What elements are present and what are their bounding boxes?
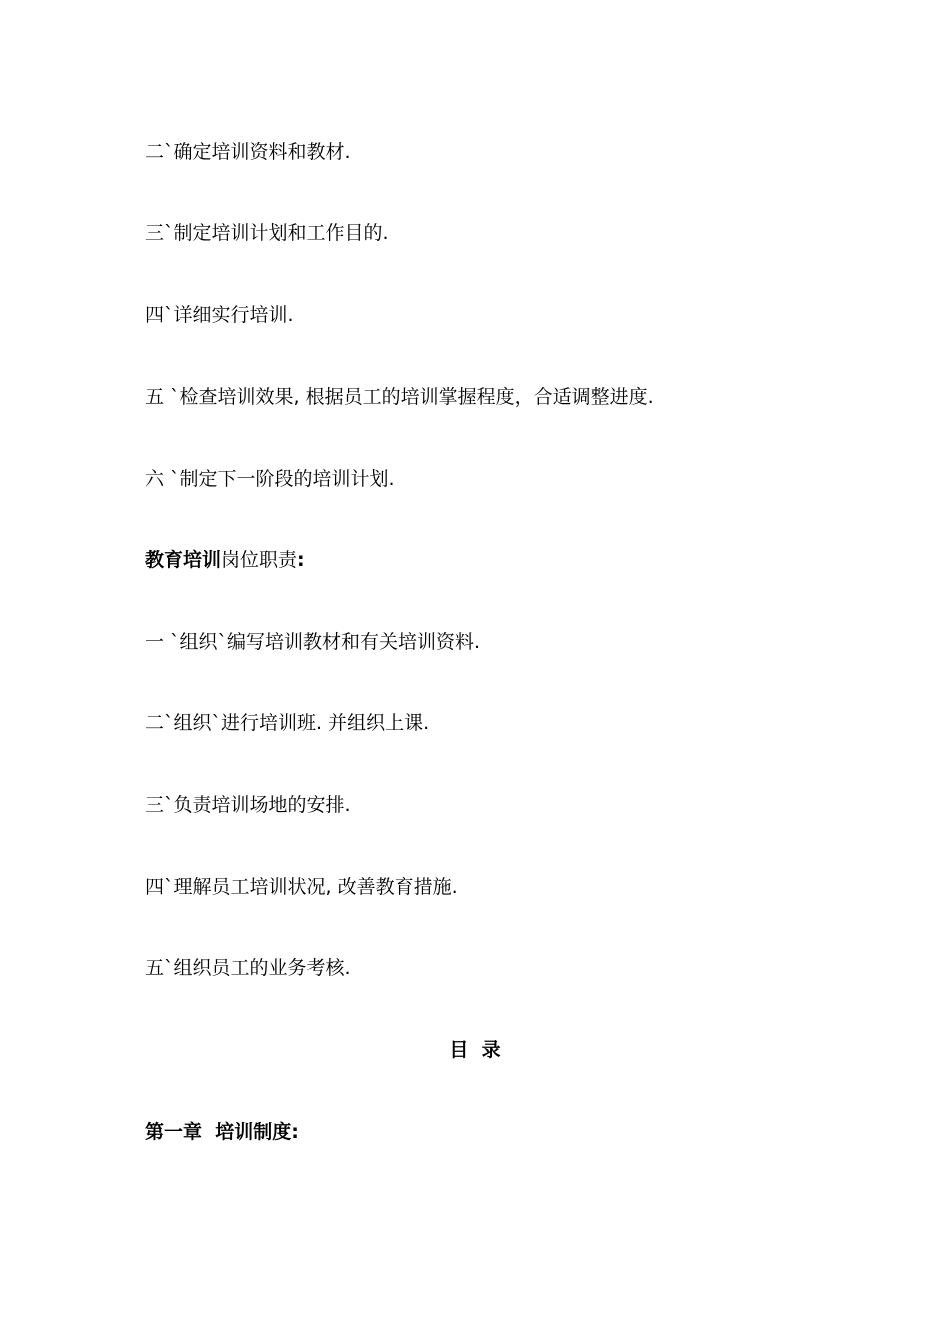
duties-heading-normal: 岗位职责 <box>221 549 298 571</box>
step-6: 六 `制定下一阶段的培训计划. <box>145 468 395 490</box>
duties-heading <box>145 548 305 572</box>
duty-3: 三`负责培训场地的安排. <box>145 794 351 816</box>
duty-5: 五`组织员工的业务考核. <box>145 957 351 979</box>
step-2: 二`确定培训资料和教材. <box>145 141 351 163</box>
step-3: 三`制定培训计划和工作目的. <box>145 222 389 244</box>
step-5: 五 `检查培训效果, 根据员工的培训掌握程度，合适调整进度. <box>145 386 654 408</box>
duty-1: 一 `组织`编写培训教材和有关培训资料. <box>145 631 481 653</box>
duties-heading-colon: : <box>297 549 305 571</box>
toc-title: 目 录 <box>449 1039 501 1061</box>
chapter-heading: 第一章 培训制度: <box>145 1121 299 1143</box>
duty-2: 二`组织`进行培训班. 并组织上课. <box>145 712 430 734</box>
duty-4: 四`理解员工培训状况, 改善教育措施. <box>145 876 458 898</box>
step-4: 四`详细实行培训. <box>145 304 294 326</box>
duties-heading-bold: 教育培训 <box>145 549 222 571</box>
